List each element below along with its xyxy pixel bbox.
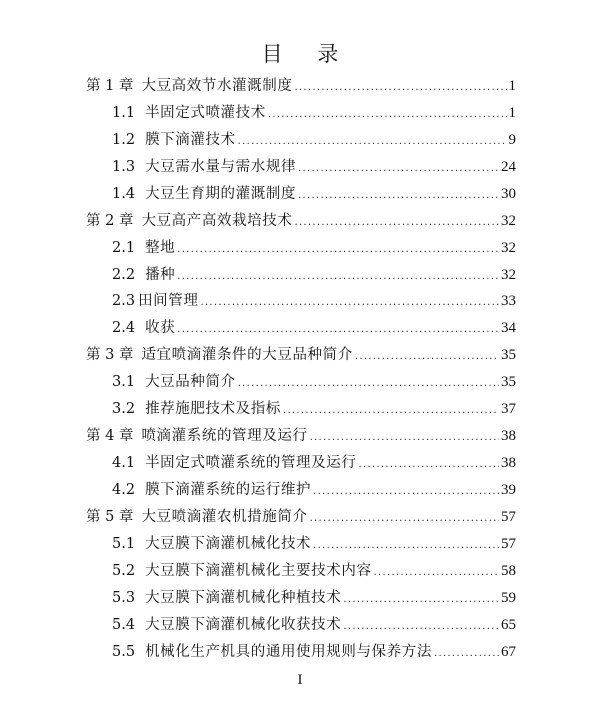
toc-entry-page: 38 (501, 428, 516, 445)
toc-entry-number: 1.2 (112, 131, 136, 148)
toc-entry-number: 3.1 (112, 374, 136, 391)
toc-section-entry (86, 95, 516, 122)
toc-entry-page: 35 (501, 374, 516, 391)
toc-entry-title: 大豆膜下滴灌机械化收获技术 (145, 616, 342, 633)
toc-entry-title: 大豆品种简介 (145, 374, 236, 391)
toc-entry-number: 第 3 章 (86, 347, 134, 364)
toc-entry-number: 5.4 (112, 616, 136, 633)
toc-entry-page: 39 (501, 482, 516, 498)
toc-entry-number: 第 2 章 (86, 212, 134, 229)
toc-entry-number: 1.1 (112, 104, 136, 121)
toc-entry-title: 半固定式喷灌技术 (145, 104, 266, 121)
toc-section-entry (86, 553, 516, 580)
dot-leader (343, 620, 499, 634)
dot-leader (313, 485, 499, 499)
toc-section-entry (86, 176, 516, 203)
dot-leader (177, 323, 499, 337)
dot-leader (310, 431, 499, 445)
toc-entry-number: 1.3 (112, 158, 136, 175)
toc-entry-number: 5.1 (112, 535, 136, 552)
toc-entry-title: 适宜喷滴灌条件的大豆品种简介 (141, 347, 353, 364)
toc-entry-title: 大豆膜下滴灌机械化种植技术 (145, 589, 342, 606)
toc-entry-page: 34 (501, 320, 516, 337)
toc-section-entry (86, 122, 516, 149)
toc-section-entry (86, 445, 516, 472)
toc-entry-title: 田间管理 (138, 293, 199, 310)
dot-leader (268, 108, 507, 122)
toc-entry-title: 大豆需水量与需水规律 (145, 158, 297, 175)
toc-section-entry (86, 230, 516, 257)
toc-entry-number: 5.3 (112, 589, 136, 606)
toc-section-entry (86, 364, 516, 391)
toc-chapter-entry (86, 418, 516, 445)
toc-entry-title: 收获 (145, 320, 176, 337)
toc-entry-number: 3.2 (112, 401, 136, 418)
toc-entry-title: 大豆高产高效栽培技术 (141, 212, 293, 229)
toc-entry-page: 1 (508, 77, 516, 94)
dot-leader (343, 593, 499, 607)
toc-entry-page: 57 (501, 535, 516, 552)
toc-entry-title: 大豆生育期的灌溉制度 (145, 185, 297, 202)
toc-entry-page: 35 (501, 347, 516, 364)
toc-entry-page: 30 (501, 185, 516, 202)
toc-entry-number: 2.4 (112, 320, 136, 337)
dot-leader (434, 647, 499, 661)
toc-entry-page: 32 (501, 239, 516, 256)
table-of-contents (86, 68, 516, 661)
toc-chapter-entry (86, 499, 516, 526)
toc-entry-number: 第 1 章 (86, 77, 134, 94)
page-title: 目 录 (261, 42, 353, 66)
dot-leader (355, 350, 499, 364)
toc-entry-title: 膜下滴灌系统的运行维护 (145, 482, 312, 498)
dot-leader (177, 243, 499, 257)
toc-entry-page: 33 (501, 293, 516, 310)
toc-entry-title: 喷滴灌系统的管理及运行 (141, 428, 308, 445)
toc-entry-title: 大豆膜下滴灌机械化技术 (145, 535, 312, 552)
toc-entry-number: 4.1 (112, 455, 136, 472)
dot-leader (298, 162, 499, 176)
toc-entry-number: 4.2 (112, 482, 136, 498)
toc-entry-title: 大豆膜下滴灌机械化主要技术内容 (145, 562, 372, 579)
dot-leader (238, 135, 507, 149)
dot-leader (283, 404, 499, 418)
toc-entry-title: 大豆喷滴灌农机措施简介 (141, 508, 308, 525)
toc-section-entry (86, 634, 516, 661)
toc-entry-page: 38 (501, 455, 516, 472)
toc-section-entry (86, 391, 516, 418)
toc-entry-page: 59 (501, 589, 516, 606)
toc-entry-title: 膜下滴灌技术 (145, 131, 236, 148)
toc-entry-number: 2.1 (112, 239, 136, 256)
toc-entry-page: 58 (501, 562, 516, 579)
toc-section-entry (86, 310, 516, 337)
toc-entry-number: 第 4 章 (86, 428, 134, 445)
toc-entry-number: 5.5 (112, 643, 136, 660)
toc-entry-number: 5.2 (112, 562, 136, 579)
toc-section-entry (86, 526, 516, 553)
toc-chapter-entry (86, 68, 516, 95)
toc-entry-page: 37 (501, 401, 516, 418)
page-number-footer: I (297, 672, 303, 688)
toc-chapter-entry (86, 337, 516, 364)
toc-section-entry (86, 607, 516, 634)
toc-entry-title: 整地 (145, 239, 176, 256)
toc-entry-number: 2.3 (112, 293, 136, 310)
toc-section-entry (86, 149, 516, 176)
toc-entry-page: 57 (501, 508, 516, 525)
dot-leader (313, 539, 499, 553)
toc-entry-number: 1.4 (112, 185, 136, 202)
dot-leader (310, 512, 499, 526)
toc-entry-title: 半固定式喷灌系统的管理及运行 (145, 455, 357, 472)
toc-entry-page: 32 (501, 266, 516, 283)
toc-section-entry (86, 472, 516, 499)
dot-leader (374, 566, 499, 580)
toc-section-entry (86, 257, 516, 284)
dot-leader (294, 216, 499, 230)
dot-leader (177, 270, 499, 284)
toc-section-entry (86, 580, 516, 607)
dot-leader (238, 377, 499, 391)
toc-entry-page: 32 (501, 212, 516, 229)
toc-entry-page: 65 (501, 616, 516, 633)
toc-entry-page: 67 (501, 643, 516, 660)
toc-entry-number: 2.2 (112, 266, 136, 283)
toc-entry-number: 第 5 章 (86, 508, 134, 525)
toc-entry-title: 播种 (145, 266, 176, 283)
toc-entry-title: 大豆高效节水灌溉制度 (141, 77, 293, 94)
toc-entry-page: 24 (501, 158, 516, 175)
toc-entry-page: 1 (508, 104, 516, 121)
toc-chapter-entry (86, 203, 516, 230)
toc-entry-title: 机械化生产机具的通用使用规则与保养方法 (145, 643, 432, 660)
dot-leader (358, 458, 499, 472)
dot-leader (298, 189, 499, 203)
toc-entry-title: 推荐施肥技术及指标 (145, 401, 281, 418)
dot-leader (294, 81, 506, 95)
toc-entry-page: 9 (508, 131, 516, 148)
toc-section-entry (86, 284, 516, 311)
dot-leader (200, 296, 499, 310)
